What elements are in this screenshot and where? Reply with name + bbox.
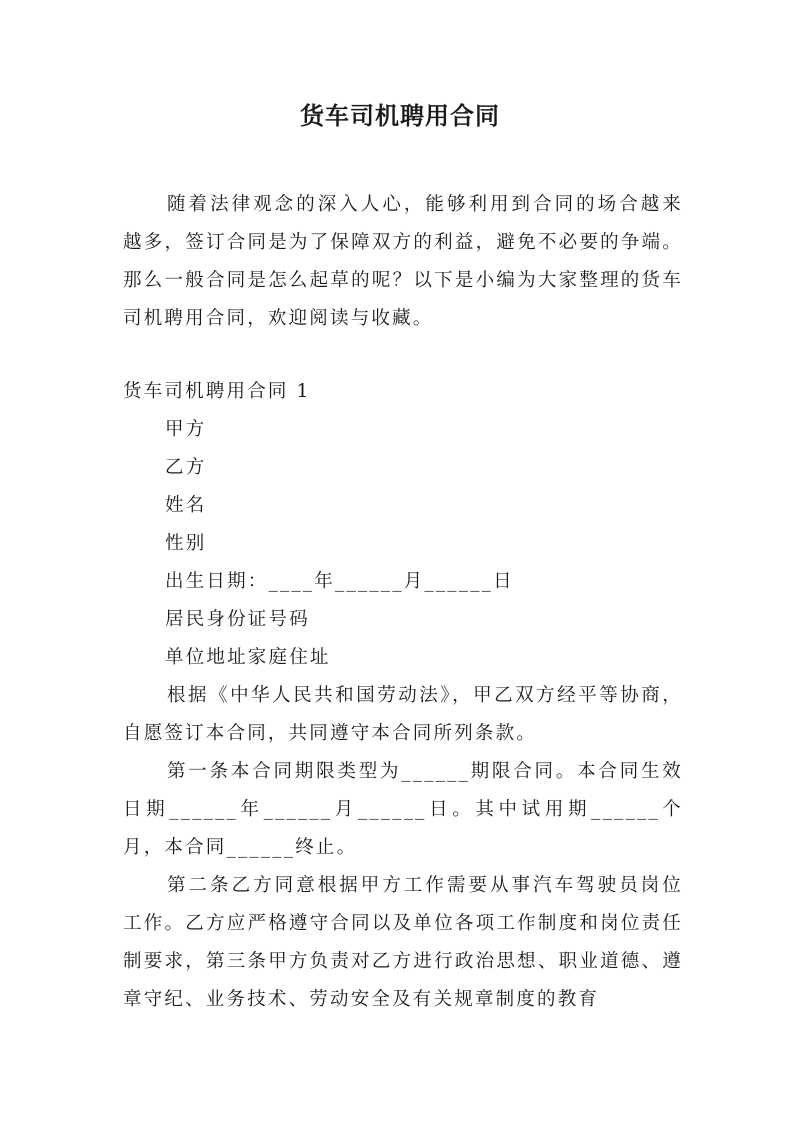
paragraph-article-2: 第二条乙方同意根据甲方工作需要从事汽车驾驶员岗位工作。乙方应严格遵守合同以及单位各项工作制度和岗位责任制要求，第三条甲方负责对乙方进行政治思想、职业道德、遵章守纪、业务技术、劳动安全及有关规章制度的教育 [123,875,683,1010]
field-party-b: 乙方 [165,457,207,478]
field-id-number: 居民身份证号码 [165,609,310,630]
section-heading: 货车司机聘用合同 1 [123,381,311,402]
field-address: 单位地址家庭住址 [165,647,331,668]
paragraph-labor-law: 根据《中华人民共和国劳动法》，甲乙双方经平等协商，自愿签订本合同，共同遵守本合同所列条款。 [123,685,683,744]
field-party-a: 甲方 [165,419,207,440]
intro-paragraph: 随着法律观念的深入人心，能够利用到合同的场合越来越多，签订合同是为了保障双方的利益，避免不必要的争端。那么一般合同是怎么起草的呢？以下是小编为大家整理的货车司机聘用合同，欢迎阅读与收藏。 [123,194,683,329]
document-title: 货车司机聘用合同 [300,102,500,130]
field-gender: 性别 [165,533,207,554]
paragraph-article-1: 第一条本合同期限类型为______期限合同。本合同生效日期______年______月______日。其中试用期______个月，本合同______终止。 [123,761,683,858]
field-birth-date: 出生日期：____年______月______日 [165,571,514,592]
field-name: 姓名 [165,495,207,516]
